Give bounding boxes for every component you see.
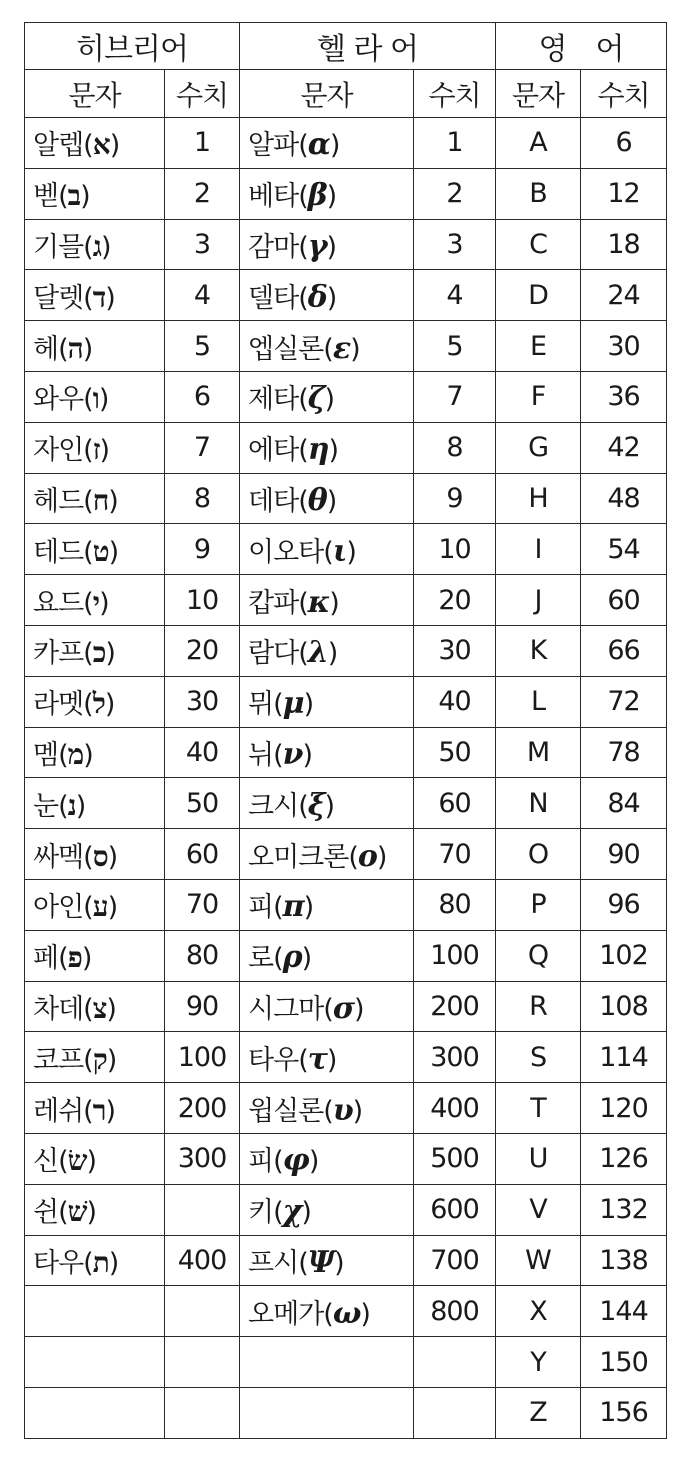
- greek-letter-name: 이오타: [248, 536, 324, 568]
- greek-letter-name: 타우: [248, 1044, 299, 1076]
- english-value-cell: 60: [581, 575, 667, 626]
- table-row: [25, 168, 667, 219]
- english-value-cell: 6: [581, 118, 667, 169]
- greek-letter-name: 뮈: [248, 689, 274, 721]
- table-row: [25, 829, 667, 880]
- hebrew-letter-symbol: ת: [92, 1245, 109, 1279]
- hebrew-letter-symbol: נ: [67, 788, 76, 822]
- english-letter-cell: S: [496, 1032, 581, 1083]
- hebrew-letter-cell: 타우(ת): [25, 1235, 165, 1286]
- greek-letter-name: 뉘: [248, 739, 274, 771]
- hebrew-letter-name: 쉰: [33, 1197, 59, 1229]
- hebrew-letter-cell: 카프(כ): [25, 625, 165, 676]
- english-letter-cell: Y: [496, 1337, 581, 1388]
- greek-letter-name: 오메가: [248, 1298, 324, 1330]
- hebrew-letter-symbol: מ: [67, 737, 84, 771]
- table-body: [25, 118, 667, 1439]
- greek-value-cell: 100: [414, 930, 496, 981]
- greek-letter-symbol: θ: [307, 482, 327, 518]
- hebrew-letter-symbol: ר: [92, 1093, 106, 1127]
- hebrew-letter-name: 멤: [33, 739, 59, 771]
- greek-letter-cell: 키(χ): [240, 1184, 414, 1235]
- greek-letter-symbol: υ: [332, 1092, 353, 1128]
- english-value-cell: 42: [581, 422, 667, 473]
- greek-value-cell: 600: [414, 1184, 496, 1235]
- hebrew-value-cell: 70: [165, 879, 240, 930]
- hebrew-letter-cell: [25, 1286, 165, 1337]
- hebrew-letter-symbol: ל: [92, 687, 105, 721]
- greek-letter-symbol: η: [307, 432, 329, 468]
- hebrew-value-cell: 60: [165, 829, 240, 880]
- table-row: [25, 676, 667, 727]
- greek-value-cell: 200: [414, 981, 496, 1032]
- greek-letter-name: 람다: [248, 638, 299, 670]
- greek-letter-cell: 제타(ζ): [240, 371, 414, 422]
- english-letter-cell: H: [496, 473, 581, 524]
- greek-letter-cell: 윕실론(υ): [240, 1083, 414, 1134]
- english-value-cell: 102: [581, 930, 667, 981]
- english-letter-cell: I: [496, 524, 581, 575]
- english-letter-cell: B: [496, 168, 581, 219]
- greek-value-cell: [414, 1387, 496, 1438]
- english-value-cell: 78: [581, 727, 667, 778]
- hebrew-letter-symbol: ע: [92, 890, 108, 924]
- english-value-cell: 48: [581, 473, 667, 524]
- hebrew-value-cell: 100: [165, 1032, 240, 1083]
- hebrew-letter-name: 벧: [33, 181, 59, 213]
- hebrew-letter-cell: 멤(מ): [25, 727, 165, 778]
- english-value-cell: 114: [581, 1032, 667, 1083]
- greek-value-cell: [414, 1337, 496, 1388]
- english-value-cell: 18: [581, 219, 667, 270]
- hebrew-value-cell: [165, 1184, 240, 1235]
- hebrew-letter-cell: 코프(ק): [25, 1032, 165, 1083]
- english-value-cell: 90: [581, 829, 667, 880]
- hebrew-letter-cell: 요드(י): [25, 575, 165, 626]
- hebrew-header: 히브리어: [25, 23, 240, 70]
- greek-value-cell: 50: [414, 727, 496, 778]
- hebrew-value-cell: 6: [165, 371, 240, 422]
- hebrew-letter-cell: 라멧(ל): [25, 676, 165, 727]
- hebrew-value-cell: 9: [165, 524, 240, 575]
- greek-value-cell: 3: [414, 219, 496, 270]
- english-letter-cell: A: [496, 118, 581, 169]
- greek-value-cell: 40: [414, 676, 496, 727]
- hebrew-letter-symbol: ד: [92, 280, 106, 314]
- greek-letter-symbol: γ: [307, 228, 327, 264]
- greek-letter-cell: 시그마(σ): [240, 981, 414, 1032]
- english-letter-cell: V: [496, 1184, 581, 1235]
- table-row: [25, 321, 667, 372]
- greek-letter-name: 감마: [248, 231, 299, 263]
- hebrew-letter-cell: 싸멕(ס): [25, 829, 165, 880]
- table-row: [25, 270, 667, 321]
- english-letter-cell: U: [496, 1133, 581, 1184]
- greek-letter-cell: 프시(Ψ): [240, 1235, 414, 1286]
- english-letter-cell: X: [496, 1286, 581, 1337]
- hebrew-letter-symbol: ג: [92, 229, 101, 263]
- greek-letter-cell: 오미크론(ο): [240, 829, 414, 880]
- greek-letter-symbol: φ: [282, 1143, 309, 1179]
- english-letter-cell: C: [496, 219, 581, 270]
- hebrew-letter-cell: 기믈(ג): [25, 219, 165, 270]
- greek-letter-symbol: λ: [307, 635, 328, 671]
- greek-letter-cell: 타우(τ): [240, 1032, 414, 1083]
- greek-value-cell: 800: [414, 1286, 496, 1337]
- english-letter-cell: P: [496, 879, 581, 930]
- english-value-cell: 12: [581, 168, 667, 219]
- greek-value-cell: 300: [414, 1032, 496, 1083]
- hebrew-letter-name: 차데: [33, 993, 84, 1025]
- hebrew-letter-cell: 자인(ז): [25, 422, 165, 473]
- greek-letter-name: 키: [248, 1197, 274, 1229]
- hebrew-letter-name: 페: [33, 943, 59, 975]
- hebrew-letter-name: 눈: [33, 790, 59, 822]
- hebrew-letter-name: 코프: [33, 1044, 84, 1076]
- hebrew-value-cell: 8: [165, 473, 240, 524]
- english-value-cell: 54: [581, 524, 667, 575]
- greek-letter-name: 프시: [248, 1247, 299, 1279]
- english-letter-cell: W: [496, 1235, 581, 1286]
- hebrew-letter-symbol: צ: [92, 991, 107, 1025]
- english-letter-cell: K: [496, 625, 581, 676]
- greek-letter-symbol: π: [282, 889, 304, 925]
- english-value-cell: 72: [581, 676, 667, 727]
- hebrew-letter-cell: 헤드(ח): [25, 473, 165, 524]
- greek-letter-cell: 감마(γ): [240, 219, 414, 270]
- greek-letter-name: 제타: [248, 384, 299, 416]
- hebrew-value-cell: [165, 1387, 240, 1438]
- greek-letter-cell: 피(π): [240, 879, 414, 930]
- greek-letter-name: 로: [248, 943, 274, 975]
- language-header-row: [25, 23, 667, 70]
- greek-letter-cell: 람다(λ): [240, 625, 414, 676]
- hebrew-letter-symbol: ס: [92, 839, 108, 873]
- greek-value-cell: 5: [414, 321, 496, 372]
- table-row: [25, 1337, 667, 1388]
- greek-letter-name: 오미크론: [248, 841, 349, 873]
- greek-value-cell: 9: [414, 473, 496, 524]
- greek-letter-cell: 로(ρ): [240, 930, 414, 981]
- hebrew-letter-symbol: ז: [92, 433, 100, 467]
- greek-letter-name: 데타: [248, 485, 299, 517]
- greek-letter-name: 피: [248, 892, 274, 924]
- hebrew-letter-name: 아인: [33, 892, 84, 924]
- hebrew-value-cell: 20: [165, 625, 240, 676]
- hebrew-value-cell: 7: [165, 422, 240, 473]
- greek-value-cell: 400: [414, 1083, 496, 1134]
- english-value-cell: 96: [581, 879, 667, 930]
- hebrew-value-cell: 200: [165, 1083, 240, 1134]
- greek-value-cell: 80: [414, 879, 496, 930]
- english-header: 영 어: [496, 23, 667, 70]
- greek-letter-symbol: ρ: [282, 940, 302, 976]
- hebrew-value-cell: 4: [165, 270, 240, 321]
- greek-letter-cell: 뮈(μ): [240, 676, 414, 727]
- hebrew-letter-symbol: י: [92, 585, 100, 619]
- hebrew-value-cell: 2: [165, 168, 240, 219]
- greek-letter-symbol: μ: [282, 686, 304, 722]
- greek-value-cell: 20: [414, 575, 496, 626]
- hebrew-letter-cell: 벧(ב): [25, 168, 165, 219]
- greek-letter-name: 피: [248, 1146, 274, 1178]
- english-value-cell: 138: [581, 1235, 667, 1286]
- greek-letter-name: 알파: [248, 130, 299, 162]
- hebrew-letter-name: 자인: [33, 435, 84, 467]
- english-letter-cell: N: [496, 778, 581, 829]
- english-letter-cell: D: [496, 270, 581, 321]
- hebrew-letter-cell: 차데(צ): [25, 981, 165, 1032]
- hebrew-letter-symbol: ט: [92, 534, 109, 568]
- hebrew-letter-name: 레쉬: [33, 1095, 84, 1127]
- table-row: [25, 1032, 667, 1083]
- greek-value-header: 수치: [414, 70, 496, 118]
- english-letter-cell: T: [496, 1083, 581, 1134]
- hebrew-letter-symbol: ב: [67, 179, 81, 213]
- hebrew-letter-cell: 레쉬(ר): [25, 1083, 165, 1134]
- hebrew-value-cell: 3: [165, 219, 240, 270]
- table-row: [25, 575, 667, 626]
- table-row: [25, 219, 667, 270]
- table-row: [25, 118, 667, 169]
- greek-letter-symbol: ω: [332, 1295, 361, 1331]
- english-letter-cell: E: [496, 321, 581, 372]
- hebrew-value-cell: 300: [165, 1133, 240, 1184]
- table-row: [25, 1286, 667, 1337]
- english-value-cell: 126: [581, 1133, 667, 1184]
- table-row: [25, 778, 667, 829]
- english-value-cell: 30: [581, 321, 667, 372]
- greek-value-cell: 2: [414, 168, 496, 219]
- hebrew-letter-cell: 신(שׂ): [25, 1133, 165, 1184]
- greek-header: 헬 라 어: [240, 23, 496, 70]
- english-value-cell: 144: [581, 1286, 667, 1337]
- greek-letter-cell: 오메가(ω): [240, 1286, 414, 1337]
- hebrew-letter-name: 헤: [33, 333, 59, 365]
- hebrew-letter-name: 기믈: [33, 231, 84, 263]
- greek-letter-symbol: ν: [282, 736, 303, 772]
- hebrew-letter-name: 달렛: [33, 282, 84, 314]
- greek-value-cell: 1: [414, 118, 496, 169]
- greek-letter-symbol: Ψ: [307, 1244, 335, 1280]
- hebrew-letter-name: 라멧: [33, 689, 84, 721]
- hebrew-value-cell: 1: [165, 118, 240, 169]
- greek-letter-name: 시그마: [248, 993, 324, 1025]
- english-letter-cell: Z: [496, 1387, 581, 1438]
- hebrew-letter-symbol: שׂ: [67, 1144, 87, 1178]
- greek-letter-cell: 캅파(κ): [240, 575, 414, 626]
- table-row: [25, 473, 667, 524]
- greek-letter-symbol: ι: [332, 533, 347, 569]
- hebrew-letter-cell: 테드(ט): [25, 524, 165, 575]
- greek-letter-cell: [240, 1337, 414, 1388]
- greek-letter-header: 문자: [240, 70, 414, 118]
- greek-value-cell: 10: [414, 524, 496, 575]
- hebrew-value-cell: 80: [165, 930, 240, 981]
- english-letter-cell: M: [496, 727, 581, 778]
- greek-letter-name: 엡실론: [248, 333, 324, 365]
- greek-letter-symbol: α: [307, 127, 330, 163]
- greek-letter-cell: 베타(β): [240, 168, 414, 219]
- hebrew-letter-name: 알렙: [33, 130, 84, 162]
- hebrew-letter-header: 문자: [25, 70, 165, 118]
- greek-letter-name: 캅파: [248, 587, 299, 619]
- english-value-cell: 156: [581, 1387, 667, 1438]
- hebrew-letter-cell: [25, 1337, 165, 1388]
- hebrew-letter-name: 타우: [33, 1247, 84, 1279]
- hebrew-letter-cell: [25, 1387, 165, 1438]
- greek-letter-symbol: σ: [332, 990, 354, 1026]
- hebrew-letter-cell: 달렛(ד): [25, 270, 165, 321]
- english-value-cell: 150: [581, 1337, 667, 1388]
- hebrew-letter-symbol: שׁ: [67, 1195, 87, 1229]
- english-letter-cell: Q: [496, 930, 581, 981]
- greek-letter-symbol: χ: [282, 1194, 302, 1230]
- table-row: [25, 1133, 667, 1184]
- english-value-cell: 24: [581, 270, 667, 321]
- greek-letter-name: 델타: [248, 282, 299, 314]
- greek-letter-name: 크시: [248, 790, 299, 822]
- english-value-cell: 132: [581, 1184, 667, 1235]
- english-letter-header: 문자: [496, 70, 581, 118]
- hebrew-letter-name: 와우: [33, 384, 84, 416]
- english-letter-cell: O: [496, 829, 581, 880]
- table-row: [25, 1387, 667, 1438]
- greek-letter-symbol: ο: [357, 838, 377, 874]
- table-row: [25, 625, 667, 676]
- hebrew-letter-name: 요드: [33, 587, 84, 619]
- english-value-cell: 66: [581, 625, 667, 676]
- english-letter-cell: J: [496, 575, 581, 626]
- hebrew-letter-cell: 아인(ע): [25, 879, 165, 930]
- hebrew-value-cell: 40: [165, 727, 240, 778]
- hebrew-letter-name: 카프: [33, 638, 84, 670]
- greek-value-cell: 7: [414, 371, 496, 422]
- hebrew-value-header: 수치: [165, 70, 240, 118]
- english-letter-cell: G: [496, 422, 581, 473]
- hebrew-letter-cell: 쉰(שׁ): [25, 1184, 165, 1235]
- greek-letter-symbol: δ: [307, 279, 327, 315]
- hebrew-value-cell: [165, 1337, 240, 1388]
- hebrew-letter-name: 신: [33, 1146, 59, 1178]
- greek-letter-cell: 뉘(ν): [240, 727, 414, 778]
- greek-letter-cell: 에타(η): [240, 422, 414, 473]
- table-row: [25, 727, 667, 778]
- greek-letter-cell: 이오타(ι): [240, 524, 414, 575]
- hebrew-letter-name: 테드: [33, 536, 84, 568]
- greek-letter-cell: 알파(α): [240, 118, 414, 169]
- gematria-table: [24, 22, 667, 1439]
- english-value-cell: 108: [581, 981, 667, 1032]
- greek-letter-name: 베타: [248, 181, 299, 213]
- greek-letter-cell: 크시(ξ): [240, 778, 414, 829]
- english-value-cell: 120: [581, 1083, 667, 1134]
- table-row: [25, 1083, 667, 1134]
- hebrew-letter-symbol: ח: [92, 483, 109, 517]
- greek-value-cell: 700: [414, 1235, 496, 1286]
- greek-value-cell: 4: [414, 270, 496, 321]
- table-row: [25, 371, 667, 422]
- greek-letter-cell: 엡실론(ε): [240, 321, 414, 372]
- english-value-cell: 36: [581, 371, 667, 422]
- hebrew-letter-cell: 눈(נ): [25, 778, 165, 829]
- hebrew-letter-name: 헤드: [33, 485, 84, 517]
- greek-letter-symbol: ε: [332, 330, 351, 366]
- hebrew-letter-symbol: א: [92, 128, 110, 162]
- hebrew-letter-name: 싸멕: [33, 841, 84, 873]
- english-value-header: 수치: [581, 70, 667, 118]
- greek-letter-name: 에타: [248, 435, 299, 467]
- hebrew-value-cell: 5: [165, 321, 240, 372]
- hebrew-value-cell: 10: [165, 575, 240, 626]
- hebrew-letter-cell: 헤(ה): [25, 321, 165, 372]
- hebrew-value-cell: 30: [165, 676, 240, 727]
- greek-letter-cell: 데타(θ): [240, 473, 414, 524]
- hebrew-letter-symbol: ה: [67, 331, 83, 365]
- hebrew-value-cell: [165, 1286, 240, 1337]
- hebrew-letter-symbol: ק: [92, 1042, 107, 1076]
- hebrew-letter-cell: 와우(ו): [25, 371, 165, 422]
- greek-letter-symbol: τ: [307, 1041, 327, 1077]
- greek-letter-cell: [240, 1387, 414, 1438]
- hebrew-letter-symbol: פ: [67, 941, 82, 975]
- table-row: [25, 1235, 667, 1286]
- greek-letter-name: 윕실론: [248, 1095, 324, 1127]
- table-row: [25, 981, 667, 1032]
- greek-value-cell: 8: [414, 422, 496, 473]
- english-value-cell: 84: [581, 778, 667, 829]
- english-letter-cell: L: [496, 676, 581, 727]
- greek-value-cell: 500: [414, 1133, 496, 1184]
- table-row: [25, 1184, 667, 1235]
- greek-letter-symbol: ζ: [307, 381, 325, 417]
- hebrew-value-cell: 90: [165, 981, 240, 1032]
- greek-value-cell: 60: [414, 778, 496, 829]
- greek-letter-cell: 피(φ): [240, 1133, 414, 1184]
- hebrew-letter-symbol: כ: [92, 636, 106, 670]
- table-row: [25, 930, 667, 981]
- english-letter-cell: F: [496, 371, 581, 422]
- column-header-row: [25, 70, 667, 118]
- hebrew-value-cell: 50: [165, 778, 240, 829]
- hebrew-letter-cell: 알렙(א): [25, 118, 165, 169]
- hebrew-letter-symbol: ו: [92, 382, 99, 416]
- greek-letter-cell: 델타(δ): [240, 270, 414, 321]
- table-row: [25, 422, 667, 473]
- hebrew-value-cell: 400: [165, 1235, 240, 1286]
- greek-value-cell: 30: [414, 625, 496, 676]
- greek-value-cell: 70: [414, 829, 496, 880]
- table-row: [25, 879, 667, 930]
- greek-letter-symbol: ξ: [307, 787, 325, 823]
- table-row: [25, 524, 667, 575]
- greek-letter-symbol: κ: [307, 584, 330, 620]
- greek-letter-symbol: β: [307, 178, 327, 214]
- english-letter-cell: R: [496, 981, 581, 1032]
- hebrew-letter-cell: 페(פ): [25, 930, 165, 981]
